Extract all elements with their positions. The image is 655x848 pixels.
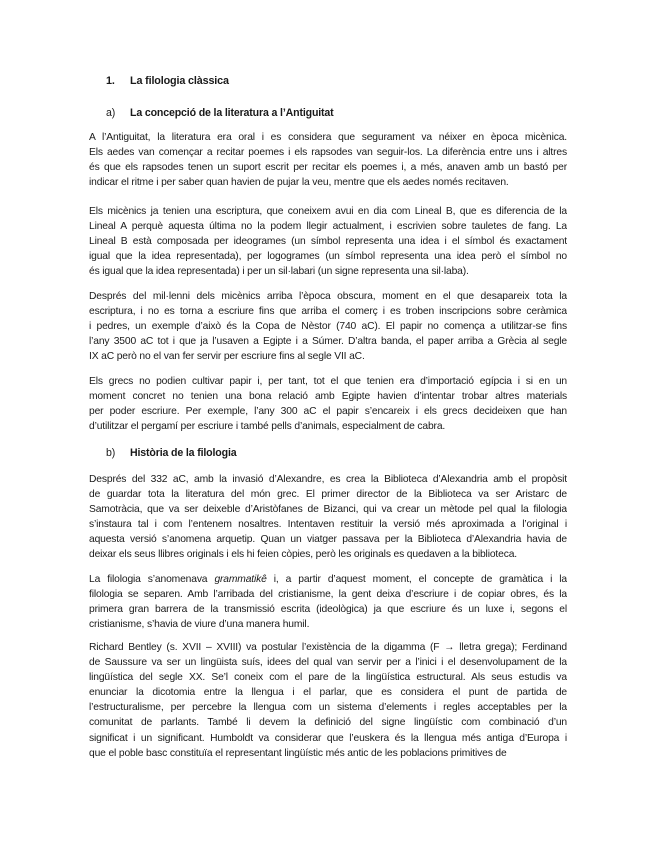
paragraph-line: indicar el ritme i per saber quan havien de pujar la veu, mentre que els aedes només recitaven. (89, 177, 509, 189)
paragraph-line: primera gran barrera de la transmissió escrita (ideològica) ja que escriure és un luxe i, segons el (89, 604, 567, 616)
subsection-heading-a (106, 106, 334, 121)
paragraph (89, 572, 567, 632)
paragraph-line: lingüística del segle XX. Se’l coneix com el pare de la lingüística estructural. Als seus estudis va (89, 672, 567, 684)
paragraph-line: A l’Antiguitat, la literatura era oral i es considera que segurament va néixer en època micènica. (89, 132, 567, 143)
subsection-heading-b (106, 446, 236, 461)
paragraph-line: enunciar la dicotomia entre la llengua i el parlar, que es considera el punt de partida de (89, 687, 567, 699)
section-heading (106, 74, 229, 89)
subsection-number: b) (106, 447, 116, 459)
paragraph-line: i pedres, un exemple d’això és la Copa de Nèstor (740 aC). El papir no comença a utilitzar-se fins (89, 321, 567, 333)
paragraph (89, 374, 567, 434)
paragraph-line: Richard Bentley (s. XVII – XVIII) va postular l’existència de la digamma (F → lletra grega); Ferdinand (89, 642, 567, 653)
paragraph-line: aquesta versió s’anomena arquetip. Quan un viatger passava per la Biblioteca d’Alexandria havia de (89, 534, 567, 546)
paragraph-line: Els micènics ja tenien una escriptura, que coneixem avui en dia com Lineal B, que es diferencia de la (89, 206, 567, 217)
section-number: 1. (106, 75, 115, 87)
paragraph-line: igual que la idea representada), per logogrames (un símbol representa una idea però el símbol no (89, 251, 567, 263)
paragraph-line: Els grecs no podien cultivar papir i, per tant, tot el que tenien era d’importació egípcia i si en un (89, 376, 567, 387)
paragraph-line: per poder escriure. Per exemple, l’any 300 aC el papir s’encareix i els grecs decideixen que han (89, 406, 567, 418)
paragraph-line: és igual que la idea representada) i per un sil·labari (un signe representa una sil·laba). (89, 266, 469, 278)
paragraph-line: cristianisme, s’havia de viure d’una manera humil. (89, 619, 310, 631)
paragraph (89, 130, 567, 190)
paragraph (89, 204, 567, 279)
paragraph-line: La filologia s’anomenava grammatikê i, a partir d’aquest moment, el concepte de gramàtica i la (89, 574, 567, 585)
subsection-title: Història de la filologia (130, 447, 237, 459)
paragraph-line: comunitat de parlants. També li devem la definició del signe lingüístic com combinació d’un (89, 717, 567, 729)
paragraph-line: de Saussure va ser un lingüista suís, idees del qual van servir per a l’inici i el desenvolupament de la (89, 657, 567, 669)
paragraph-line: Els aedes van començar a recitar poemes i els rapsodes van seguir-los. La diferència entre uns i altres (89, 147, 567, 159)
paragraph-line: deixar els seus llibres originals i els hi feien còpies, però les originals es quedaven a la biblioteca. (89, 549, 517, 561)
section-title: La filologia clàssica (130, 75, 229, 87)
paragraph-line: filologia se separen. Amb l’arribada del cristianisme, la gent deixa d’escriure i de copiar obres, és la (89, 589, 567, 601)
paragraph-line: Lineal B està composada per ideogrames (un símbol representa una idea i el símbol és exactament (89, 236, 567, 248)
paragraph-line: Després del 332 aC, amb la invasió d’Alexandre, es crea la Biblioteca d’Alexandria amb el propòsit (89, 474, 567, 485)
paragraph (89, 472, 567, 563)
paragraph-line: s’instaura tal i com l’entenem nosaltres. Intentaven restituir la versió més aproximada a l’original i (89, 519, 567, 531)
paragraph-line: d’utilitzar el pergamí per escriure i també pells d’animals, especialment de cabra. (89, 421, 446, 433)
paragraph (89, 640, 567, 761)
paragraph-line: que el poble basc constituïa el representant lingüístic més antic de les poblacions primitives de (89, 747, 507, 759)
paragraph-line: l’any 3500 aC tot i que ja l’usaven a Egipte i a Súmer. D’altra banda, el paper arriba a Grècia al segle (89, 336, 567, 348)
subsection-number: a) (106, 107, 116, 119)
paragraph-line: l’estructuralisme, per percebre la llengua com un sistema d’elements i regles acceptables per la (89, 702, 567, 714)
paragraph-line: Samotràcia, que va ser deixeble d’Aristòfanes de Bizanci, qui va crear un mètode pel qual la filologia (89, 504, 567, 516)
paragraph-line: Després del mil·lenni dels micènics arriba l’època obscura, moment en el que desapareix tota la (89, 291, 567, 302)
paragraph-line: de guardar tota la literatura del món grec. El primer director de la Biblioteca va ser Aristarc de (89, 489, 567, 501)
paragraph-line: significat i un significant. Humboldt va considerar que l’euskera és la llengua més antiga d’Europa i (89, 732, 567, 744)
paragraph-line: moment concret no tenien una bona relació amb Egipte havien d’intentar trobar altres materials (89, 391, 567, 403)
paragraph-line: IX aC però no el van fer servir per escriure fins al segle VII aC. (89, 351, 365, 363)
paragraph-line: és que els rapsodes tenen un suport escrit per recitar els poemes i, a més, anaven amb un bastó per (89, 162, 567, 174)
paragraph (89, 289, 567, 364)
subsection-title: La concepció de la literatura a l’Antiguitat (130, 107, 334, 119)
paragraph-line: escriptura, i no es torna a escriure fins que arriba el comerç i es troben inscripcions sobre ceràmica (89, 306, 567, 318)
paragraph-line: Lineal A perquè aquesta última no la podem llegir actualment, i escrivien sobre tauletes de fang. La (89, 221, 567, 233)
